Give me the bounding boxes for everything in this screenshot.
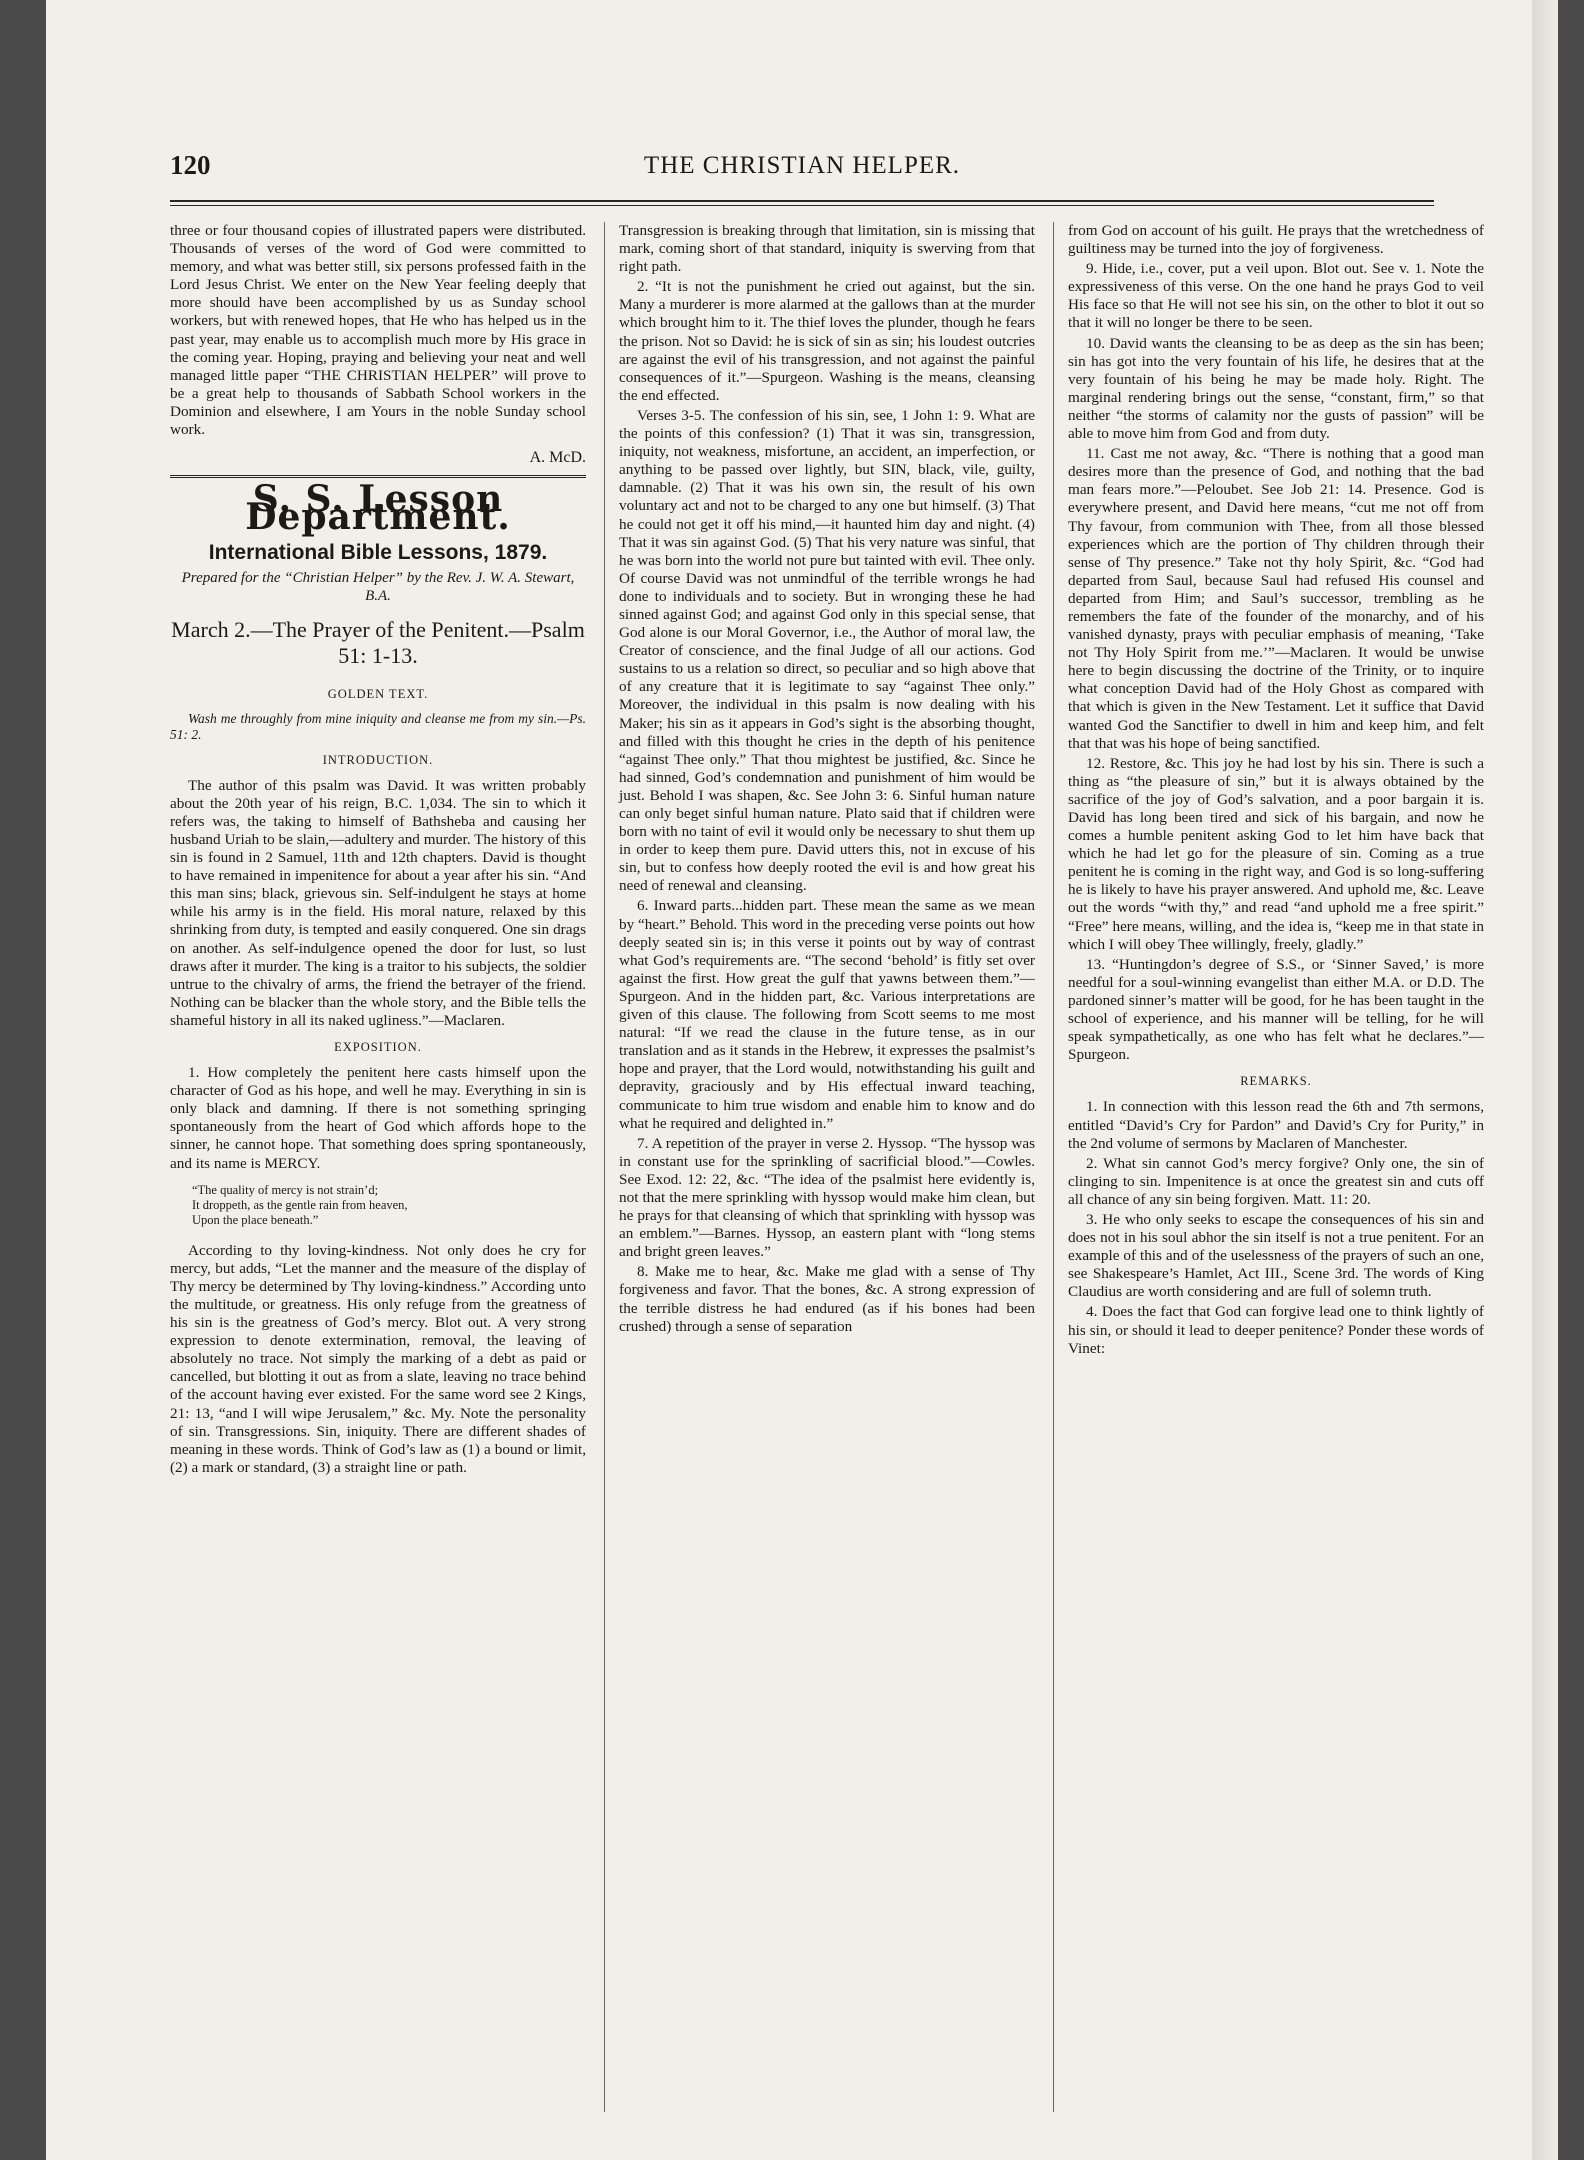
exposition-paragraph: 10. David wants the cleansing to be as deep as the sin has been; sin has got into the very fountain of his life, he desires that at the very fountain of his being he may be made holy. Right. The marginal rendering brings out the sense, “constant, firm,” so that neither “the storms of calamity nor the gusts of passion” will be able to move him from God and from duty.: [1068, 334, 1484, 443]
introduction-text: The author of this psalm was David. It was written probably about the 20th year of his reign, B.C. 1,034. The sin to which it refers was, the taking to himself of Bathsheba and causing her husband Uriah to be slain,—adultery and murder. The history of this sin is found in 2 Samuel, 11th and 12th chapters. David is thought to have remained in impenitence for about a year after his sin. “And this man sins; black, grievous sin. Self-indulgent he stays at home while his army is in the field. His moral nature, relaxed by this shrinking from duty, is tempted and easily conquered. One sin drags on another. As self-indulgence opened the door for lust, so lust draws after it murder. The king is a traitor to his subjects, the soldier untrue to the chivalry of arms, the friend the betrayer of the friend. Nothing can be blacker than the whole story, and the Bible tells the shameful history in all its naked ugliness.”—Maclaren.: [170, 776, 586, 1029]
golden-text: Wash me throughly from mine iniquity and cleanse me from my sin.—Ps. 51: 2.: [170, 710, 586, 742]
exposition-paragraph: According to thy loving-kindness. Not only does he cry for mercy, but adds, “Let the manner and the measure of the display of Thy mercy be determined by Thy loving-kindness.” According unto the multitude, or greatness. His only refuge from the greatness of his sin is the greatness of God’s mercy. Blot out. A very strong expression to denote extermination, removal, the leaving of absolutely no trace. Not simply the marking of a debt as paid or cancelled, but blotting it out as from a slate, leaving no trace behind of the account having ever existed. For the same word see 2 Kings, 21: 13, “and I will wipe Jerusalem,” &c. My. Note the personality of sin. Transgressions. Sin, iniquity. There are different shades of meaning in these words. Think of God’s law as (1) a bound or limit, (2) a mark or standard, (3) a straight line or path.: [170, 1241, 586, 1476]
exposition-paragraph: Transgression is breaking through that limitation, sin is missing that mark, coming short of that standard, iniquity is swerving from that right path.: [619, 222, 1035, 276]
running-head: [170, 150, 1434, 190]
column-right: [1053, 222, 1484, 2112]
page: [46, 0, 1558, 2160]
exposition-paragraph: 13. “Huntingdon’s degree of S.S., or ‘Sinner Saved,’ is more needful for a soul-winning evangelist than either M.A. or D.D. The pardoned sinner’s matter will be good, for he has been taught in the school of experience, and his manner will be telling, for he will speak sympathetically, as one who has felt what he declares.”—Spurgeon.: [1068, 955, 1484, 1064]
remark-paragraph: 1. In connection with this lesson read the 6th and 7th sermons, entitled “David’s Cry for Pardon” and David’s Cry for Purity,” in the 2nd volume of sermons by Maclaren of Manchester.: [1068, 1098, 1484, 1152]
page-edge: [1532, 0, 1558, 2160]
page-number: 120: [170, 150, 211, 180]
signature: A. McD.: [529, 449, 586, 467]
golden-text-heading: GOLDEN TEXT.: [327, 686, 429, 701]
journal-title: THE CHRISTIAN HELPER.: [643, 152, 961, 179]
exposition-paragraph: from God on account of his guilt. He prays that the wretchedness of guiltiness may be turned into the joy of forgiveness.: [1068, 222, 1484, 258]
introduction-heading: INTRODUCTION.: [322, 752, 434, 767]
poem-line: It droppeth, as the gentle rain from heaven,: [192, 1197, 408, 1212]
prepared-by: Prepared for the “Christian Helper” by the Rev. J. W. A. Stewart, B.A.: [181, 569, 575, 604]
remark-paragraph: 3. He who only seeks to escape the consequences of his sin and does not in his soul abhor the sin itself is not a true penitent. For an example of this and of the uselessness of the prayers of such an one, see Shakespeare’s Hamlet, Act III., Scene 3rd. The words of King Claudius are worth considering and are full of solemn truth.: [1068, 1210, 1484, 1301]
column-middle: [604, 222, 1035, 2112]
exposition-paragraph: 1. How completely the penitent here casts himself upon the character of God as his hope, and well he may. Everything in sin is only black and damning. If there is not something springing spontaneously from the heart of God which affords hope to the sinner, he cannot hope. That something does spring spontaneously, and its name is MERCY.: [170, 1064, 586, 1172]
poem-quote: [192, 1183, 586, 1228]
exposition-paragraph: 6. Inward parts...hidden part. These mean the same as we mean by “heart.” Behold. This word in the preceding verse points out how deeply seated sin is; in this verse it points out by way of contrast what God’s requirements are. “The second ‘behold’ is fitly set over against the first. How great the gulf that yawns between them.”—Spurgeon. And in the hidden part, &c. Various interpretations are given of this clause. The following from Scott seems to me most natural: “If we read the clause in the future tense, as in our translation and as it stands in the Hebrew, it expresses the psalmist’s hope and prayer, that the Lord would, notwithstanding his guilt and depravity, graciously and by His effectual inward teaching, communicate to him true wisdom and enable him to know and do what he required and delighted in.”: [619, 897, 1035, 1132]
exposition-paragraph: 2. “It is not the punishment he cried out against, but the sin. Many a murderer is more alarmed at the gallows than at the murder which brought him to it. The thief loves the plunder, though he fears the prison. Not so David: he is sick of sin as sin; his loudest outcries are against the evil of his transgression, and not against the painful consequences of it.”—Spurgeon. Washing is the means, cleansing the end effected.: [619, 278, 1035, 404]
remark-paragraph: 2. What sin cannot God’s mercy forgive? Only one, the sin of clinging to sin. Impenitence is at once the greatest sin and cuts off all chance of any sin being forgiven. Matt. 11: 20.: [1068, 1154, 1484, 1208]
exposition-paragraph: 9. Hide, i.e., cover, put a veil upon. Blot out. See v. 1. Note the expressiveness of this verse. On the one hand he prays God to veil His face so that He will not see his sin, on the other to blot it out so that it will no longer be there to be seen.: [1068, 260, 1484, 332]
header-rule: [170, 200, 1434, 206]
letter-text: three or four thousand copies of illustrated papers were distributed. Thousands of verses of the word of God were committed to memory, and what was better still, six persons professed faith in the Lord Jesus Christ. We enter on the New Year feeling deeply that more should have been accomplished by us as Sunday school workers, but with renewed hopes, that He who has helped us in the past year, may enable us to accomplish much more by His grace in the coming year. Hoping, praying and believing your neat and well managed little paper “THE CHRISTIAN HELPER” will prove to be a great help to thousands of Sabbath School workers in the Dominion and elsewhere, I am Yours in the noble Sunday school work.: [170, 222, 586, 439]
remark-paragraph: 4. Does the fact that God can forgive lead one to think lightly of his sin, or should it lead to deeper penitence? Ponder these words of Vinet:: [1068, 1303, 1484, 1357]
exposition-heading: EXPOSITION.: [334, 1040, 422, 1054]
lesson-title: March 2.—The Prayer of the Penitent.—Psalm 51: 1-13.: [171, 616, 585, 668]
exposition-paragraph: 11. Cast me not away, &c. “There is nothing that a good man desires more than the presence of God, and nothing that the bad man fears more.”—Peloubet. See Job 21: 14. Presence. God is everywhere present, and David here means, “cut me not off from Thy favour, from communion with Thee, from all those blessed experiences which are the portion of Thy children through their sense of Thy presence.” Take not thy holy Spirit, &c. “God had departed from Saul, because Saul had refused His counsel and departed from Him; and Saul’s successor, trembling as he remembers the fate of the founder of the monarchy, and of his vanished dynasty, prays with peculiar emphasis of meaning, ‘Take not Thy Holy Spirit from me.’”—Maclaren. It would be unwise here to begin discussing the doctrine of the Trinity, or to inquire what conception David had of the Holy Ghost as compared with that which is given in the New Testament. Let it suffice that David wanted God the Sanctifier to dwell in him and keep him, and felt that that was his hope of being sanctified.: [1068, 445, 1484, 752]
remarks-heading: REMARKS.: [1240, 1074, 1312, 1089]
text-columns: [170, 222, 1484, 2112]
poem-line: “The quality of mercy is not strain’d;: [192, 1182, 379, 1197]
column-left: [170, 222, 586, 2112]
exposition-paragraph: 8. Make me to hear, &c. Make me glad with a sense of Thy forgiveness and favor. That the bones, &c. A strong expression of the terrible distress he had endured (as if his bones had been crushed) through a sense of separation: [619, 1263, 1035, 1335]
department-title: S. S. Lesson Department.: [170, 475, 586, 526]
series-title: International Bible Lessons, 1879.: [208, 541, 548, 565]
exposition-paragraph: 12. Restore, &c. This joy he had lost by his sin. There is such a thing as “the pleasure of sin,” but it is always obtained by the sacrifice of the joy of God’s salvation, and a poor bargain it is. David has long been tired and sick of his bargain, and now he comes a humble penitent asking God to let him have back that which he had let go for the pleasure of sin. Coming as a true penitent he is coming in the right way, and God is so long-suffering he is likely to have his prayer answered. And uphold me, &c. Leave out the words “with thy,” and read “and uphold me a free spirit.” “Free” here means, willing, and the idea is, “keep me in that state in which I will obey Thee willingly, freely, gladly.”: [1068, 754, 1484, 953]
poem-line: Upon the place beneath.”: [192, 1212, 319, 1227]
exposition-paragraph: Verses 3-5. The confession of his sin, see, 1 John 1: 9. What are the points of this confession? (1) That it was sin, transgression, iniquity, not weakness, misfortune, an accident, an imperfection, or anything to be passed over lightly, but SIN, black, vile, guilty, damnable. (2) That it was his own sin, the result of his own voluntary act and not to be charged to any one but himself. (3) That he could not get it off his mind,—it haunted him day and night. (4) That it was sin against God. (5) That his very nature was sinful, that he was born into the world not pure but tainted with evil. Thee only. Of course David was not unmindful of the terrible wrongs he had done to individuals and to society. But in wronging these he had sinned against God; and against God only in this special sense, that God alone is our Moral Governor, i.e., the Author of moral law, the Creator of conscience, and the final Judge of all our actions. God sustains to us a relation so direct, so peculiar and so high above that of any creature that it is legitimate to say “against Thee only.” Moreover, the individual in this psalm is now dealing with his Maker; his sin as it appears in God’s sight is the absorbing thought, and filled with this thought he cries in the depth of his penitence “against Thee only.” That thou mightest be justified, &c. Since he had sinned, God’s condemnation and punishment of him would be just. Behold I was shapen, &c. See John 3: 6. Sinful human nature can only beget sinful human nature. Plato said that if children were born with no taint of evil it would only be necessary to shut them up in order to keep them pure. David utters this, not in excuse of his sin, but to confess how deeply rooted the evil is and how great his need of renewal and cleansing.: [619, 406, 1035, 895]
exposition-paragraph: 7. A repetition of the prayer in verse 2. Hyssop. “The hyssop was in constant use for the sprinkling of sacrificial blood.”—Cowles. See Exod. 12: 22, &c. “The idea of the psalmist here evidently is, not that the mere sprinkling with hyssop would make him clean, but he prays for that cleansing of which that sprinkling with hyssop was an emblem.”—Barnes. Hyssop, an eastern plant with “long stems and bright green leaves.”: [619, 1134, 1035, 1261]
